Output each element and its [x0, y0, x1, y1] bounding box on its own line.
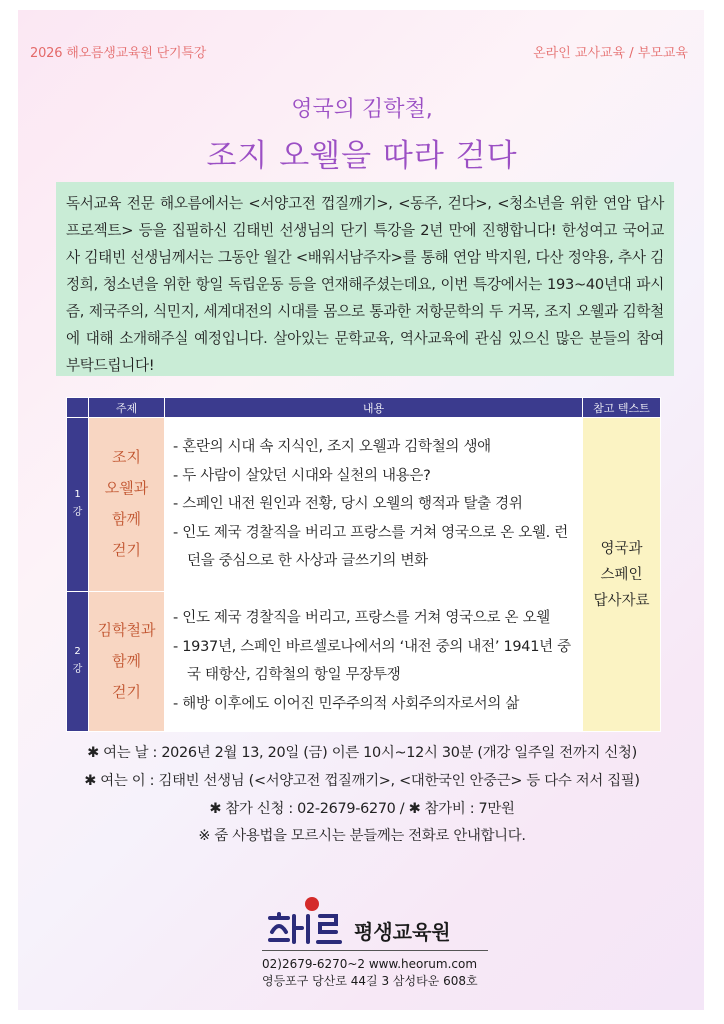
- lecture-number-2: [67, 591, 89, 731]
- content-item: - 인도 제국 경찰직을 버리고 프랑스를 거쳐 영국으로 온 오웰. 런던을 중심으로 한 사상과 글쓰기의 변화: [173, 524, 569, 570]
- logo-name: 평생교육원: [354, 920, 451, 944]
- lecture-unit: 강: [72, 507, 83, 519]
- lecture-content-1: [165, 418, 583, 592]
- header-left-label: 2026 해오름생교육원 단기특강: [30, 46, 207, 61]
- info-zoom-note: ※ 줌 사용법을 모르시는 분들께는 전화로 안내합니다.: [198, 828, 526, 844]
- info-apply[interactable]: ✱ 참가 신청 : 02-2679-6270 / ✱ 참가비 : 7만원: [209, 801, 515, 817]
- ref-line: 답사자료: [593, 592, 650, 609]
- lecture-unit: 강: [72, 664, 83, 676]
- header-blank: [67, 398, 89, 418]
- contact-phone-web[interactable]: 02)2679-6270~2 www.heorum.com: [262, 957, 478, 971]
- lecture-topic-1: [89, 418, 165, 592]
- intro-paragraph: 독서교육 전문 해오름에서는 <서양고전 껍질깨기>, <동주, 걷다>, <청소년을 위한 연암 답사 프로젝트> 등을 집필하신 김태빈 선생님의 단기 특강을 2년 만에 진행합니다! 한성여고 국어교사 김태빈 선생님께서는 그동안 월간 <배워서남주자>를 통해 연암 박지원, 다산 정약용, 추사 김정희, 청소년을 위한 항일 독립운동 등을 연재해주셨는데요, 이번 특강에서는 193~40년대 파시즘, 제국주의, 식민지, 세계대전의 시대를 몸으로 통과한 저항문학의 두 거목, 조지 오웰과 김학철에 대해 소개해주실 예정입니다. 살아있는 문학교육, 역사교육에 관심 있으신 많은 분들의 참여 부탁드립니다!: [56, 182, 674, 376]
- content-item: - 두 사람이 살았던 시대와 실천의 내용은?: [173, 467, 431, 484]
- ref-line: 스페인: [600, 566, 643, 583]
- topic-line: 김학철과: [97, 620, 156, 639]
- header-right-label: 온라인 교사교육 / 부모교육: [533, 46, 688, 61]
- page-title: 조지 오웰을 따라 걷다: [206, 138, 518, 174]
- topic-line: 걷기: [112, 682, 141, 701]
- header-ref: 참고 텍스트: [583, 398, 661, 418]
- footer-contact: [262, 956, 502, 990]
- lecture-content-2: [165, 591, 583, 731]
- content-item: - 인도 제국 경찰직을 버리고, 프랑스를 거쳐 영국으로 온 오웰: [173, 610, 550, 627]
- lecture-row-1: [67, 418, 661, 592]
- content-item: - 스페인 내전 원인과 전황, 당시 오웰의 행적과 탈출 경위: [173, 496, 523, 513]
- schedule-header-row: [67, 398, 661, 418]
- title-line-1: 영국의 김학철,: [291, 97, 433, 122]
- contact-address: 영등포구 당산로 44길 3 삼성타운 608호: [262, 974, 478, 988]
- info-instructor: ✱ 여는 이 : 김태빈 선생님 (<서양고전 껍질깨기>, <대한국인 안중근> 등 다수 저서 집필): [84, 773, 640, 789]
- topic-line: 걷기: [112, 541, 141, 560]
- lecture-num: 2: [74, 646, 81, 658]
- heorum-logo: [262, 892, 492, 950]
- header-topic: 주제: [89, 398, 165, 418]
- info-date: ✱ 여는 날 : 2026년 2월 13, 20일 (금) 이른 10시~12시 30분 (개강 일주일 전까지 신청): [87, 745, 637, 761]
- lecture-topic-2: [89, 591, 165, 731]
- lecture-number-1: [67, 418, 89, 592]
- logo-art-icon: [262, 892, 352, 948]
- header-content: 내용: [165, 398, 583, 418]
- lecture-row-2: [67, 591, 661, 731]
- topic-line: 조지: [112, 448, 141, 467]
- topic-line: 오웰과: [104, 479, 149, 498]
- content-item: - 혼란의 시대 속 지식인, 조지 오웰과 김학철의 생애: [173, 439, 491, 456]
- reference-text: [583, 418, 661, 732]
- topic-line: 함께: [112, 510, 141, 529]
- lecture-num: 1: [74, 489, 81, 501]
- content-item: - 1937년, 스페인 바르셀로나에서의 ‘내전 중의 내전’ 1941년 중국 태항산, 김학철의 항일 무장투쟁: [173, 638, 571, 684]
- footer-divider: [262, 950, 488, 951]
- content-item: - 해방 이후에도 이어진 민주주의적 사회주의자로서의 삶: [173, 695, 520, 712]
- schedule-table: [66, 397, 661, 732]
- topic-line: 함께: [112, 651, 141, 670]
- ref-line: 영국과: [600, 540, 643, 557]
